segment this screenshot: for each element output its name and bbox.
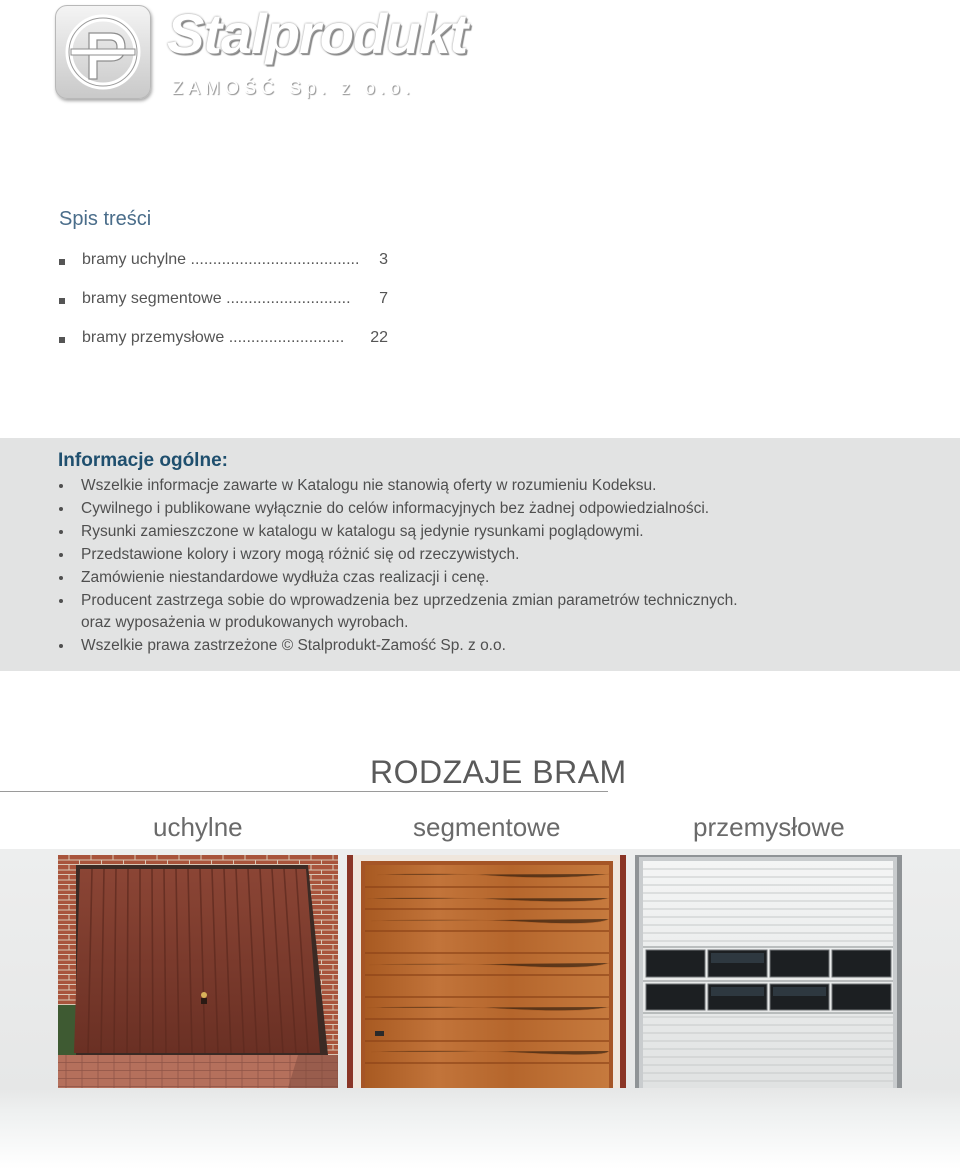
company-logo [55, 2, 540, 100]
bullet-icon [59, 644, 63, 648]
logo-emblem-icon [55, 5, 151, 99]
logo-wordmark: Stalprodukt [167, 2, 468, 65]
bullet-icon [59, 553, 63, 557]
industrial-door-image[interactable] [635, 855, 902, 1088]
bullet-icon [59, 507, 63, 511]
toc-item-page: 7 [379, 290, 388, 307]
info-line [81, 635, 506, 657]
bullet-icon [59, 576, 63, 580]
toc-item-page: 22 [370, 329, 388, 346]
gate-type-label-industrial: przemysłowe [693, 812, 845, 842]
bullet-icon [59, 484, 63, 488]
gate-type-label-tilting: uchylne [153, 812, 243, 842]
gate-types-heading: RODZAJE BRAM [370, 754, 627, 790]
info-line-text: Wszelkie prawa zastrzeżone © Stalprodukt-Zamość Sp. z o.o. [81, 637, 506, 654]
sectional-door-image[interactable] [347, 855, 626, 1088]
info-line [81, 567, 489, 589]
info-line [81, 544, 519, 566]
info-line-text: oraz wyposażenia w produkowanych wyrobach. [81, 614, 409, 631]
heading-divider [0, 791, 608, 792]
logo-subtitle: ZAMOŚĆ Sp. z o.o. [172, 78, 416, 98]
gate-type-label-sectional: segmentowe [413, 812, 561, 842]
toc-title: Spis treści [59, 208, 152, 230]
info-line [81, 612, 408, 634]
info-line [81, 498, 709, 520]
info-line [81, 475, 656, 497]
info-line-text: Zamówienie niestandardowe wydłuża czas realizacji i cenę. [81, 569, 490, 586]
bullet-icon [59, 599, 63, 603]
info-title: Informacje ogólne: [58, 450, 228, 471]
toc-item-label: bramy uchylne ...................................... [82, 251, 360, 268]
toc-item[interactable] [59, 251, 399, 273]
square-bullet-icon [59, 298, 65, 304]
toc-item-page: 3 [379, 251, 388, 268]
toc-item-label: bramy segmentowe ............................ [82, 290, 351, 307]
square-bullet-icon [59, 259, 65, 265]
bullet-icon [59, 530, 63, 534]
toc-item-label: bramy przemysłowe .......................... [82, 329, 345, 346]
tilting-door-image[interactable] [58, 855, 338, 1088]
toc-item[interactable] [59, 290, 399, 312]
toc-item[interactable] [59, 329, 399, 351]
info-line [81, 590, 738, 612]
info-line-text: Rysunki zamieszczone w katalogu w katalogu są jedynie rysunkami poglądowymi. [81, 523, 644, 540]
info-line-text: Przedstawione kolory i wzory mogą różnić się od rzeczywistych. [81, 546, 520, 563]
square-bullet-icon [59, 337, 65, 343]
general-info-section [0, 438, 960, 671]
info-line-text: Wszelkie informacje zawarte w Katalogu nie stanowią oferty w rozumieniu Kodeksu. [81, 477, 657, 494]
info-line-text: Producent zastrzega sobie do wprowadzenia bez uprzedzenia zmian parametrów technicznych. [81, 592, 738, 609]
info-line [81, 521, 644, 543]
info-line-text: Cywilnego i publikowane wyłącznie do celów informacyjnych bez żadnej odpowiedzialności. [81, 500, 710, 517]
